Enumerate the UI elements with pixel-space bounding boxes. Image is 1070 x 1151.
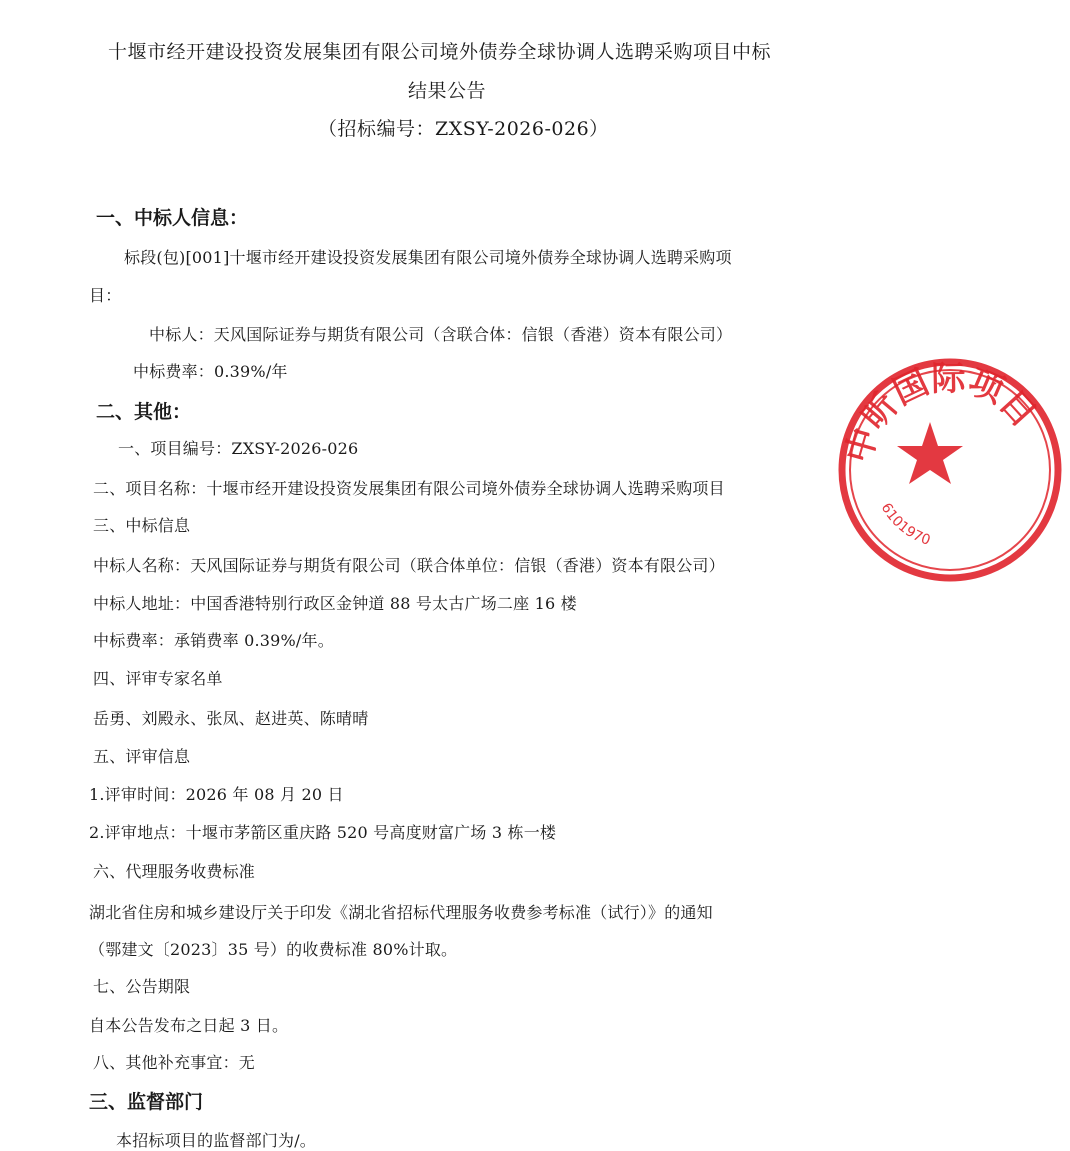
period-heading: 七、公告期限 [93,977,191,996]
experts-list: 岳勇、刘殿永、张凤、赵进英、陈晴晴 [93,709,369,728]
seal-text-top: 中昕国际项目 [838,358,1044,468]
fee-heading: 六、代理服务收费标准 [93,862,256,881]
star-icon [897,422,963,484]
winner-rate: 中标费率：承销费率 0.39%/年。 [93,631,334,650]
experts-heading: 四、评审专家名单 [93,669,223,688]
review-place: 2.评审地点：十堰市茅箭区重庆路 520 号高度财富广场 3 栋一楼 [89,823,557,842]
project-number: 一、项目编号：ZXSY-2026-026 [118,439,359,458]
bid-info-heading: 三、中标信息 [93,516,191,535]
period-text: 自本公告发布之日起 3 日。 [89,1016,289,1035]
winner-name: 中标人名称：天风国际证券与期货有限公司（联合体单位：信银（香港）资本有限公司） [93,556,725,575]
winner-line: 中标人：天风国际证券与期货有限公司（含联合体：信银（香港）资本有限公司） [149,325,733,344]
review-heading: 五、评审信息 [93,747,191,766]
fee-line-1: 湖北省住房和城乡建设厅关于印发《湖北省招标代理服务收费参考标准（试行）》的通知 [89,903,713,922]
official-seal-stamp [830,350,1070,590]
seal-number: 6101970 [877,500,933,549]
supervision-text: 本招标项目的监督部门为/。 [116,1131,316,1150]
review-time: 1.评审时间：2026 年 08 月 20 日 [89,785,344,804]
fee-line-2: （鄂建文〔2023〕35 号）的收费标准 80%计取。 [89,940,458,959]
lot-line-1: 标段(包)[001]十堰市经开建设投资发展集团有限公司境外债券全球协调人选聘采购项 [124,248,732,267]
title-line-2: 结果公告 [408,80,487,102]
tender-code: （招标编号：ZXSY-2026-026） [318,118,609,140]
section-3-heading: 三、监督部门 [89,1091,204,1113]
rate-line: 中标费率：0.39%/年 [133,362,288,381]
section-2-heading: 二、其他： [96,401,192,423]
lot-line-2: 目： [89,286,122,305]
title-line-1: 十堰市经开建设投资发展集团有限公司境外债券全球协调人选聘采购项目中标 [108,41,772,63]
other-matters: 八、其他补充事宜：无 [93,1053,256,1072]
project-name: 二、项目名称：十堰市经开建设投资发展集团有限公司境外债券全球协调人选聘采购项目 [93,479,725,498]
section-1-heading: 一、中标人信息： [96,207,249,229]
winner-address: 中标人地址：中国香港特别行政区金钟道 88 号太古广场二座 16 楼 [93,594,577,613]
